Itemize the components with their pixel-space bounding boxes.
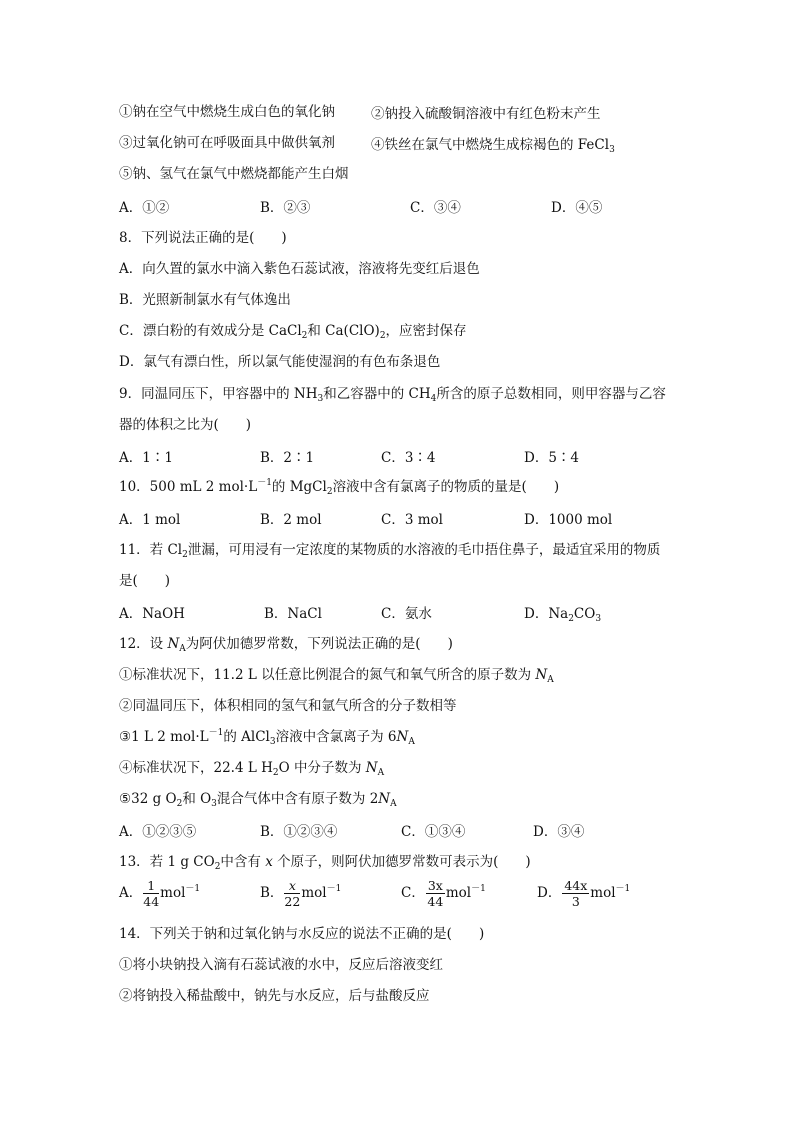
q7-option-a: A．①② — [119, 200, 170, 216]
q12-statement-3: ③1 L 2 $mol\cdot L^{-1}$的 AlCl$_3$溶液中含氯离子为 $6N_A$ — [119, 728, 415, 747]
q8-option-b: B．光照新制氯水有气体逸出 — [119, 292, 291, 308]
q13-option-a: A． $\frac{1}{44}$ mol$^{-1}$ — [119, 878, 201, 909]
q11-option-d: D．$Na_2CO_3$ — [524, 606, 602, 624]
q8-option-d: D．氯气有漂白性，所以氯气能使湿润的有色布条退色 — [119, 354, 441, 370]
q8-stem: 8．下列说法正确的是( ) — [119, 230, 287, 246]
q13-fraction-d: $\frac{44x}{3}$ — [564, 878, 588, 909]
q12-option-c: C．①③④ — [401, 824, 466, 840]
q13-option-b: B． $\frac{x}{22}$ mol$^{-1}$ — [260, 878, 342, 909]
q9-option-c: C．3∶4 — [381, 450, 436, 466]
q7-statements-row1 — [119, 102, 335, 122]
q7-option-c: C．③④ — [410, 200, 461, 216]
q13-fraction-b: $\frac{x}{22}$ — [284, 878, 301, 909]
q7-statement-1: ①钠在空气中燃烧生成白色的氧化钠 — [119, 104, 335, 120]
q11-option-b: B．NaCl — [264, 606, 322, 622]
q12-statement-1: ①标准状况下，11.2 L 以任意比例混合的氮气和氧气所含的原子数为 $N_A$ — [119, 667, 554, 685]
q12-option-b: B．①②③④ — [260, 824, 338, 840]
q13-option-d: D． $\frac{44x}{3}$ mol$^{-1}$ — [537, 878, 631, 909]
q9-option-d: D．5∶4 — [524, 450, 580, 466]
q11-option-a: A．NaOH — [119, 606, 185, 622]
q14-statement-1: ①将小块钠投入滴有石蕊试液的水中，反应后溶液变红 — [119, 957, 443, 973]
q12-stem: 12．设 $N_A$为阿伏加德罗常数，下列说法正确的是( ) — [119, 636, 453, 654]
q7-option-d: D．④⑤ — [551, 200, 603, 216]
q11-stem-line2: 是( ) — [119, 573, 171, 589]
q7-statement-4: ④铁丝在氯气中燃烧生成棕褐色的 FeCl$_3$ — [371, 137, 615, 155]
q12-option-d: D．③④ — [533, 824, 585, 840]
q7-statement-3: ③过氧化钠可在呼吸面具中做供氧剂 — [119, 135, 335, 151]
q9-stem-line2: 器的体积之比为( ) — [119, 417, 252, 433]
q9-option-b: B．2∶1 — [260, 450, 315, 466]
q10-option-a: A．1 mol — [119, 512, 181, 528]
q14-stem: 14．下列关于钠和过氧化钠与水反应的说法不正确的是( ) — [119, 926, 485, 942]
q13-stem: 13．若 1 g $CO_2$中含有 x 个原子，则阿伏加德罗常数可表示为( ) — [119, 854, 531, 872]
q8-option-a: A．向久置的氯水中滴入紫色石蕊试液，溶液将先变红后退色 — [119, 261, 480, 277]
q11-option-c: C．氨水 — [381, 606, 432, 622]
q12-statement-4: ④标准状况下，22.4 L $H_2O$ 中分子数为 $N_A$ — [119, 760, 385, 778]
q10-stem: 10．500 mL 2 $mol\cdot L^{-1}$的 MgCl$_2$溶液中含有氯离子的物质的量是( ) — [119, 478, 560, 497]
q10-option-b: B．2 mol — [260, 512, 322, 528]
q12-statement-2: ②同温同压下，体积相同的氢气和氩气所含的分子数相等 — [119, 698, 457, 714]
q8-option-c: C．漂白粉的有效成分是 CaCl$_2$和 $Ca(ClO)_2$，应密封保存 — [119, 323, 467, 341]
q14-statement-2: ②将钠投入稀盐酸中，钠先与水反应，后与盐酸反应 — [119, 988, 430, 1004]
q10-option-c: C．3 mol — [381, 512, 443, 528]
q7-statement-5: ⑤钠、氢气在氯气中燃烧都能产生白烟 — [119, 166, 349, 182]
q7-option-b: B．②③ — [260, 200, 311, 216]
q13-fraction-a: $\frac{1}{44}$ — [143, 878, 160, 909]
q11-stem-line1: 11．若 $Cl_2$泄漏，可用浸有一定浓度的某物质的水溶液的毛巾捂住鼻子，最适宜采用的物质 — [119, 542, 661, 560]
q13-fraction-c: $\frac{3x}{44}$ — [427, 878, 444, 909]
q12-statement-5: ⑤32 g $O_2$和 $O_3$混合气体中含有原子数为 $2N_A$ — [119, 791, 397, 809]
q9-stem-line1: 9．同温同压下，甲容器中的 $NH_3$和乙容器中的 $CH_4$所含的原子总数相同，则甲容器与乙容 — [119, 386, 666, 404]
q10-option-d: D．1000 mol — [524, 512, 613, 528]
q7-statement-2: ②钠投入硫酸铜溶液中有红色粉末产生 — [371, 106, 601, 122]
q12-option-a: A．①②③⑤ — [119, 824, 197, 840]
q13-option-c: C． $\frac{3x}{44}$ mol$^{-1}$ — [401, 878, 486, 909]
q9-option-a: A．1∶1 — [119, 450, 173, 466]
